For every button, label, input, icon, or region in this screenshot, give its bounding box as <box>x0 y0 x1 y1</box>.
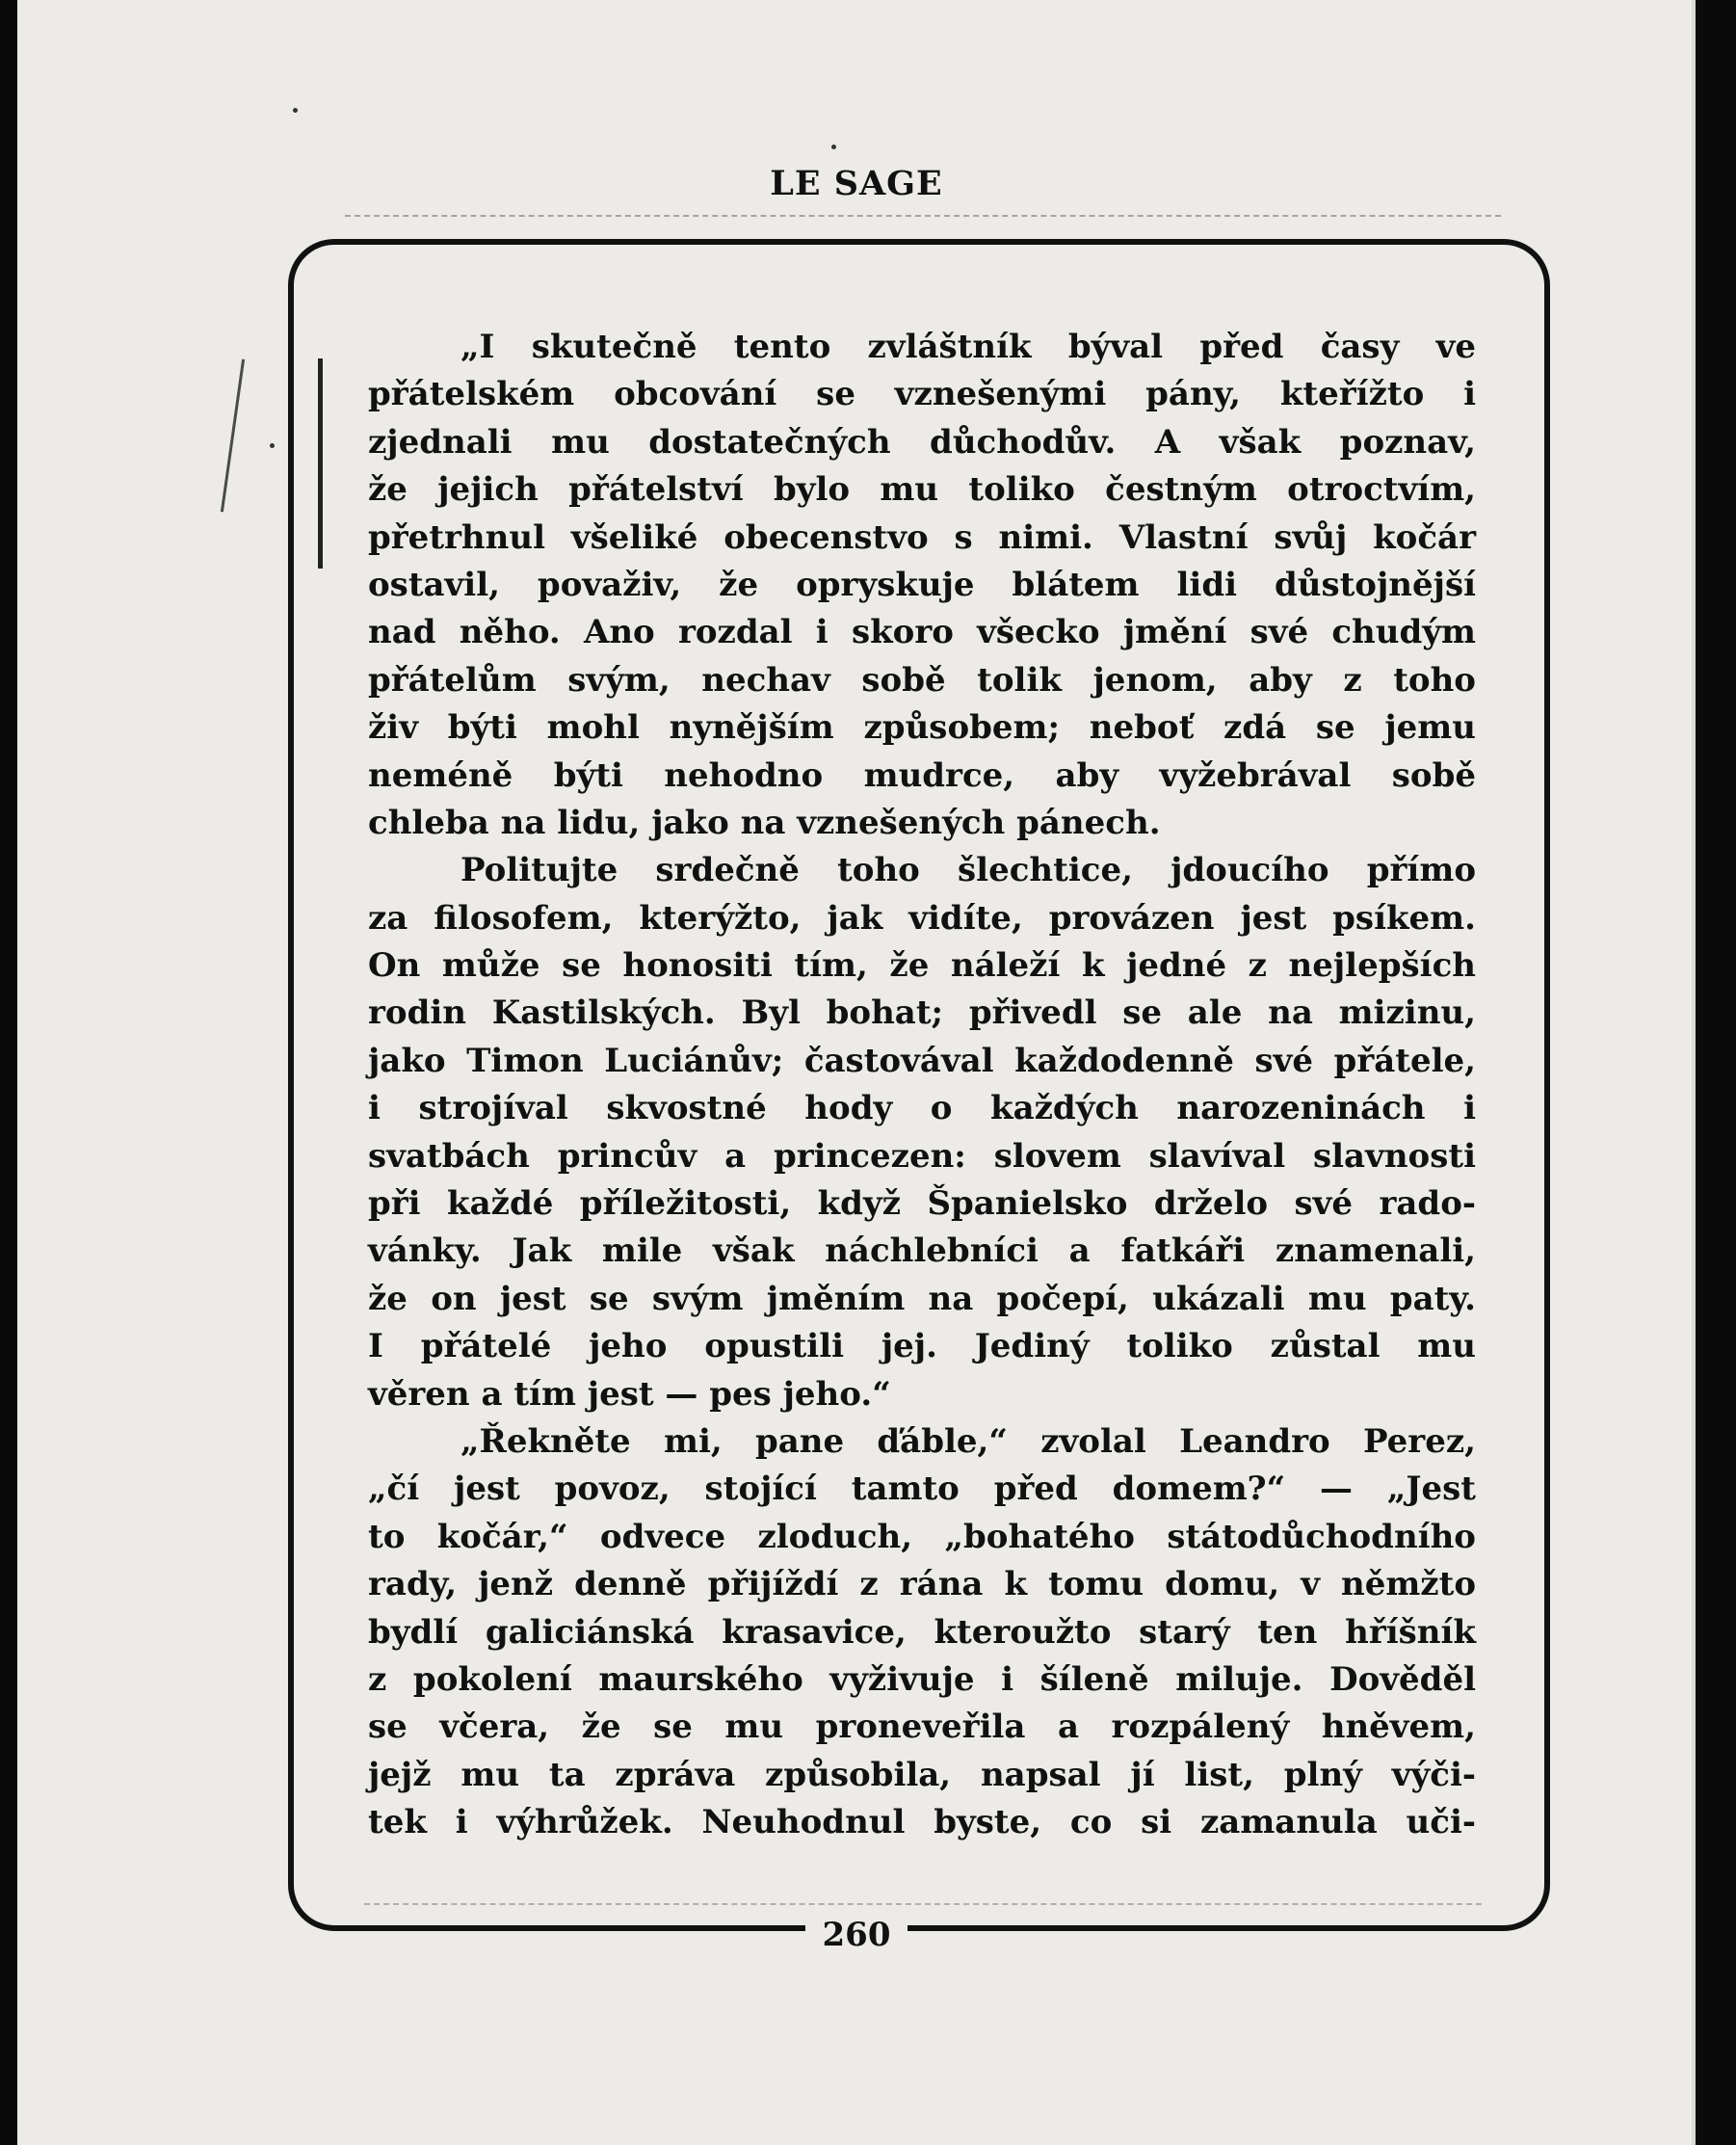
body-text <box>368 324 1476 1847</box>
text-line: živ býti mohl nynějším způsobem; neboť zdá se jemu <box>368 708 1476 748</box>
top-rule <box>345 215 1501 217</box>
text-line: bydlí galiciánská krasavice, kteroužto starý ten hříšník <box>368 1612 1476 1652</box>
text-line: I přátelé jeho opustili jej. Jediný toliko zůstal mu <box>368 1327 1476 1366</box>
book-page <box>17 0 1696 2145</box>
text-line: „čí jest povoz, stojící tamto před domem?“ — „Jest <box>368 1470 1476 1509</box>
text-line: neméně býti nehodno mudrce, aby vyžebrával sobě <box>368 755 1476 795</box>
text-line: ostavil, považiv, že opryskuje blátem lidi důstojnější <box>368 565 1476 604</box>
text-line: chleba na lidu, jako na vznešených pánech. <box>368 803 1161 842</box>
text-line: vánky. Jak mile však náchlebníci a fatkáři znamenali, <box>368 1231 1476 1271</box>
text-line: zjednali mu dostatečných důchodův. A však poznav, <box>368 422 1476 462</box>
text-line: „I skutečně tento zvláštník býval před časy ve <box>460 328 1476 366</box>
text-line: i strojíval skvostné hody o každých narozeninách i <box>368 1089 1476 1128</box>
text-line: nad něho. Ano rozdal i skoro všecko jmění své chudým <box>368 613 1476 652</box>
text-line: za filosofem, kterýžto, jak vidíte, provázen jest psíkem. <box>368 898 1476 938</box>
ink-speck <box>270 443 275 448</box>
text-line: „Řekněte mi, pane ďáble,“ zvolal Leandro Perez, <box>460 1421 1476 1461</box>
text-line: rady, jenž denně přijíždí z rána k tomu domu, v němžto <box>368 1565 1476 1604</box>
bottom-rule <box>364 1903 1482 1905</box>
page-edge <box>1692 0 1696 2145</box>
text-line: přátelském obcování se vznešenými pány, kteřížto i <box>368 375 1476 414</box>
text-line: svatbách princův a princezen: slovem slavíval slavnosti <box>368 1136 1476 1176</box>
text-line: tek i výhrůžek. Neuhodnul byste, co si zamanula uči- <box>368 1803 1476 1842</box>
text-line: Politujte srdečně toho šlechtice, jdoucího přímo <box>460 851 1476 890</box>
text-line: On může se honositi tím, že náleží k jedné z nejlepších <box>368 946 1476 986</box>
margin-stroke <box>318 358 323 569</box>
text-line: věren a tím jest — pes jeho.“ <box>368 1374 891 1414</box>
text-line: rodin Kastilských. Byl bohat; přivedl se ale na mizinu, <box>368 993 1476 1033</box>
text-line: se včera, že se mu proneveřila a rozpálený hněvem, <box>368 1708 1476 1747</box>
text-line: jako Timon Luciánův; častovával každodenně své přátele, <box>368 1041 1476 1080</box>
text-line: přetrhnul všeliké obecenstvo s nimi. Vlastní svůj kočár <box>368 517 1476 557</box>
margin-stroke <box>221 359 245 513</box>
page-number-text: 260 <box>805 1916 908 1954</box>
text-line: že jejich přátelství bylo mu toliko čestným otroctvím, <box>368 470 1476 510</box>
page-number <box>17 1916 1696 1954</box>
text-line: jejž mu ta zpráva způsobila, napsal jí list, plný výči- <box>368 1755 1476 1794</box>
ink-speck <box>293 108 298 113</box>
text-line: při každé příležitosti, když Španielsko drželo své rado- <box>368 1184 1476 1224</box>
text-line: to kočár,“ odvece zloduch, „bohatého státodůchodního <box>368 1517 1476 1556</box>
running-head: LE SAGE <box>770 164 943 203</box>
text-line: z pokolení maurského vyživuje i šíleně miluje. Dověděl <box>368 1659 1476 1699</box>
text-line: že on jest se svým jměním na počepí, ukázali mu paty. <box>368 1279 1476 1318</box>
ink-speck <box>831 145 836 149</box>
text-line: přátelům svým, nechav sobě tolik jenom, aby z toho <box>368 660 1476 700</box>
